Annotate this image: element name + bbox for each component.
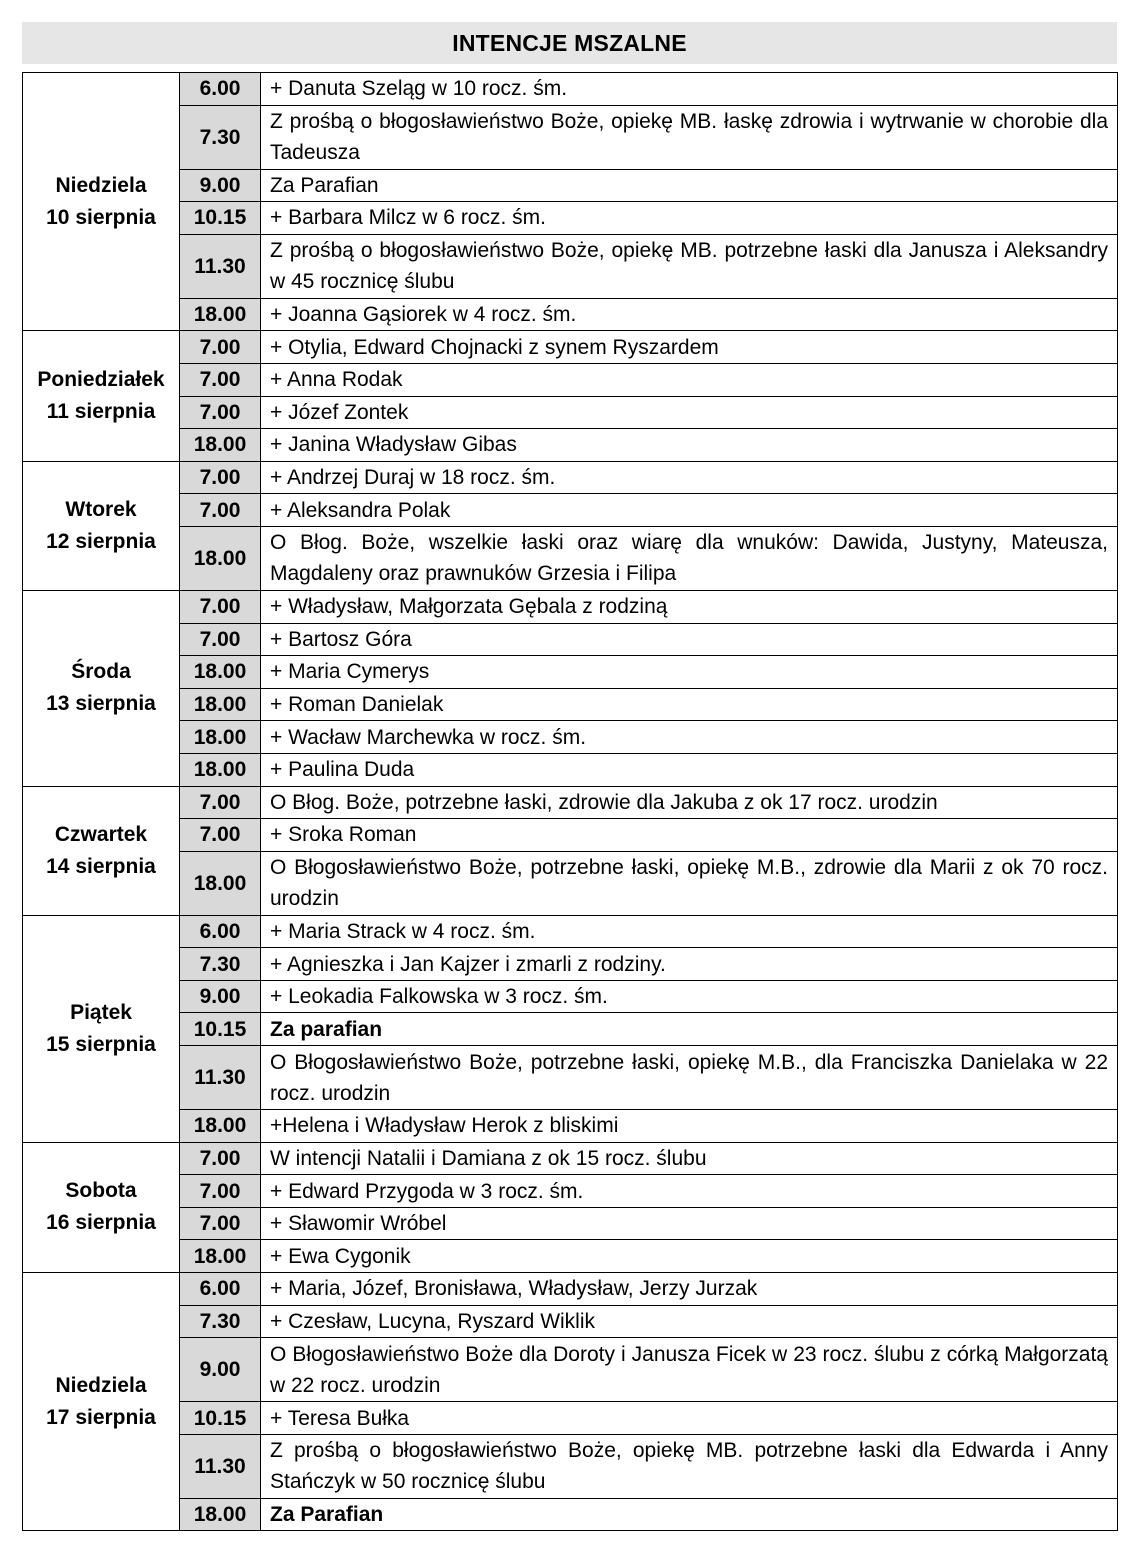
mass-time: 18.00 [180, 526, 261, 590]
day-name: Niedziela [55, 1373, 147, 1397]
day-name: Niedziela [55, 173, 147, 197]
mass-time: 7.00 [180, 363, 261, 396]
mass-time: 7.30 [180, 1305, 261, 1338]
mass-intention: Z prośbą o błogosławieństwo Boże, opiekę MB. potrzebne łaski dla Edwarda i Anny Stańczyk w 50 rocznicę ślubu [261, 1434, 1118, 1498]
mass-intention: + Danuta Szeląg w 10 rocz. śm. [261, 73, 1118, 106]
mass-time: 6.00 [180, 73, 261, 106]
mass-intention: Z prośbą o błogosławieństwo Boże, opiekę MB. potrzebne łaski dla Janusza i Aleksandry w 45 rocznicę ślubu [261, 234, 1118, 298]
mass-row [23, 1338, 1118, 1402]
mass-intention: W intencji Natalii i Damiana z ok 15 rocz. ślubu [261, 1142, 1118, 1175]
mass-intention: + Sroka Roman [261, 819, 1118, 852]
mass-row [23, 1046, 1118, 1110]
mass-intention: O Błogosławieństwo Boże, potrzebne łaski, opiekę M.B., zdrowie dla Marii z ok 70 rocz. urodzin [261, 851, 1118, 915]
mass-intention: + Edward Przygoda w 3 rocz. śm. [261, 1175, 1118, 1208]
mass-time: 18.00 [180, 429, 261, 462]
day-date: 14 sierpnia [46, 854, 156, 878]
mass-row [23, 623, 1118, 656]
day-name: Czwartek [54, 822, 148, 846]
mass-row [23, 753, 1118, 786]
day-date: 17 sierpnia [46, 1405, 156, 1429]
mass-time: 7.00 [180, 1207, 261, 1240]
mass-row [23, 1402, 1118, 1435]
mass-time: 18.00 [180, 721, 261, 754]
mass-row [23, 298, 1118, 331]
mass-intention: + Ewa Cygonik [261, 1240, 1118, 1273]
mass-row [23, 363, 1118, 396]
mass-intention: + Czesław, Lucyna, Ryszard Wiklik [261, 1305, 1118, 1338]
mass-row [23, 1498, 1118, 1531]
mass-time: 9.00 [180, 1338, 261, 1402]
mass-row [23, 202, 1118, 235]
mass-intention: + Anna Rodak [261, 363, 1118, 396]
mass-intention: + Aleksandra Polak [261, 494, 1118, 527]
mass-time: 18.00 [180, 298, 261, 331]
mass-time: 7.30 [180, 105, 261, 169]
mass-intention: + Joanna Gąsiorek w 4 rocz. śm. [261, 298, 1118, 331]
mass-row [23, 786, 1118, 819]
mass-row [23, 105, 1118, 169]
mass-time: 7.00 [180, 590, 261, 623]
day-date: 11 sierpnia [46, 400, 156, 424]
mass-row [23, 234, 1118, 298]
mass-row [23, 169, 1118, 202]
mass-time: 7.00 [180, 494, 261, 527]
mass-intention: + Maria Cymerys [261, 656, 1118, 689]
day-name: Sobota [65, 1179, 137, 1203]
mass-time: 9.00 [180, 980, 261, 1013]
mass-intention: + Leokadia Falkowska w 3 rocz. śm. [261, 980, 1118, 1013]
day-cell [23, 1273, 180, 1531]
mass-intention: O Błogosławieństwo Boże, potrzebne łaski, opiekę M.B., dla Franciszka Danielaka w 22 rocz. urodzin [261, 1046, 1118, 1110]
mass-intention: + Janina Władysław Gibas [261, 429, 1118, 462]
day-cell [23, 590, 180, 786]
day-name: Piątek [70, 1000, 132, 1024]
mass-intention: O Błog. Boże, potrzebne łaski, zdrowie dla Jakuba z ok 17 rocz. urodzin [261, 786, 1118, 819]
day-cell [23, 1142, 180, 1272]
mass-time: 7.00 [180, 786, 261, 819]
mass-row [23, 656, 1118, 689]
mass-intention: + Andrzej Duraj w 18 rocz. śm. [261, 461, 1118, 494]
mass-time: 18.00 [180, 753, 261, 786]
mass-intention: + Józef Zontek [261, 396, 1118, 429]
mass-row [23, 73, 1118, 106]
mass-row [23, 1110, 1118, 1143]
mass-time: 6.00 [180, 915, 261, 948]
day-name: Poniedziałek [37, 368, 165, 392]
day-name: Środa [71, 660, 131, 684]
mass-row [23, 526, 1118, 590]
mass-time: 7.00 [180, 819, 261, 852]
mass-time: 6.00 [180, 1273, 261, 1306]
day-date: 13 sierpnia [46, 692, 156, 716]
day-date: 15 sierpnia [46, 1032, 156, 1056]
mass-row [23, 1142, 1118, 1175]
mass-time: 10.15 [180, 1402, 261, 1435]
mass-intention: Za Parafian [261, 169, 1118, 202]
mass-row [23, 331, 1118, 364]
mass-intention: + Władysław, Małgorzata Gębala z rodziną [261, 590, 1118, 623]
mass-intention: + Roman Danielak [261, 688, 1118, 721]
mass-intention: + Wacław Marchewka w rocz. śm. [261, 721, 1118, 754]
mass-time: 7.00 [180, 331, 261, 364]
day-name: Wtorek [65, 497, 137, 521]
mass-intentions-table [22, 72, 1118, 1531]
mass-time: 7.00 [180, 1175, 261, 1208]
mass-row [23, 494, 1118, 527]
mass-row [23, 429, 1118, 462]
mass-time: 18.00 [180, 1240, 261, 1273]
mass-intention: + Agnieszka i Jan Kajzer i zmarli z rodziny. [261, 948, 1118, 981]
mass-time: 7.00 [180, 623, 261, 656]
mass-row [23, 1207, 1118, 1240]
mass-row [23, 590, 1118, 623]
mass-intention: O Błog. Boże, wszelkie łaski oraz wiarę dla wnuków: Dawida, Justyny, Mateusza, Magdaleny oraz prawnuków Grzesia i Filipa [261, 526, 1118, 590]
mass-time: 7.00 [180, 396, 261, 429]
mass-intention: Z prośbą o błogosławieństwo Boże, opiekę MB. łaskę zdrowia i wytrwanie w chorobie dla Tadeusza [261, 105, 1118, 169]
mass-intention: + Sławomir Wróbel [261, 1207, 1118, 1240]
mass-row [23, 688, 1118, 721]
mass-time: 11.30 [180, 234, 261, 298]
mass-time: 18.00 [180, 688, 261, 721]
mass-row [23, 1305, 1118, 1338]
mass-row [23, 1013, 1118, 1046]
mass-intention: + Otylia, Edward Chojnacki z synem Ryszardem [261, 331, 1118, 364]
mass-intention: + Teresa Bułka [261, 1402, 1118, 1435]
mass-time: 11.30 [180, 1434, 261, 1498]
mass-row [23, 819, 1118, 852]
mass-row [23, 980, 1118, 1013]
page-title: INTENCJE MSZALNE [22, 22, 1117, 64]
day-date: 16 sierpnia [46, 1211, 156, 1235]
day-date: 12 sierpnia [46, 529, 156, 553]
mass-row [23, 1273, 1118, 1306]
mass-time: 7.00 [180, 1142, 261, 1175]
day-cell [23, 461, 180, 590]
day-cell [23, 786, 180, 915]
mass-row [23, 1175, 1118, 1208]
mass-row [23, 1434, 1118, 1498]
mass-intention: +Helena i Władysław Herok z bliskimi [261, 1110, 1118, 1143]
mass-row [23, 396, 1118, 429]
mass-row [23, 915, 1118, 948]
mass-time: 18.00 [180, 656, 261, 689]
mass-row [23, 948, 1118, 981]
mass-row [23, 1240, 1118, 1273]
mass-intention: + Maria Strack w 4 rocz. śm. [261, 915, 1118, 948]
day-cell [23, 915, 180, 1142]
mass-time: 10.15 [180, 202, 261, 235]
mass-time: 9.00 [180, 169, 261, 202]
mass-intention: Za Parafian [261, 1498, 1118, 1531]
mass-time: 18.00 [180, 1498, 261, 1531]
mass-intention: + Bartosz Góra [261, 623, 1118, 656]
mass-intention: + Barbara Milcz w 6 rocz. śm. [261, 202, 1118, 235]
mass-row [23, 721, 1118, 754]
day-cell [23, 331, 180, 461]
mass-time: 7.30 [180, 948, 261, 981]
mass-intention: Za parafian [261, 1013, 1118, 1046]
day-cell [23, 73, 180, 331]
mass-row [23, 461, 1118, 494]
mass-intention: + Maria, Józef, Bronisława, Władysław, Jerzy Jurzak [261, 1273, 1118, 1306]
mass-time: 11.30 [180, 1046, 261, 1110]
mass-intention: O Błogosławieństwo Boże dla Doroty i Janusza Ficek w 23 rocz. ślubu z córką Małgorzatą w 22 rocz. urodzin [261, 1338, 1118, 1402]
mass-row [23, 851, 1118, 915]
mass-intention: + Paulina Duda [261, 753, 1118, 786]
mass-time: 7.00 [180, 461, 261, 494]
mass-time: 10.15 [180, 1013, 261, 1046]
day-date: 10 sierpnia [46, 205, 156, 229]
mass-time: 18.00 [180, 851, 261, 915]
mass-time: 18.00 [180, 1110, 261, 1143]
